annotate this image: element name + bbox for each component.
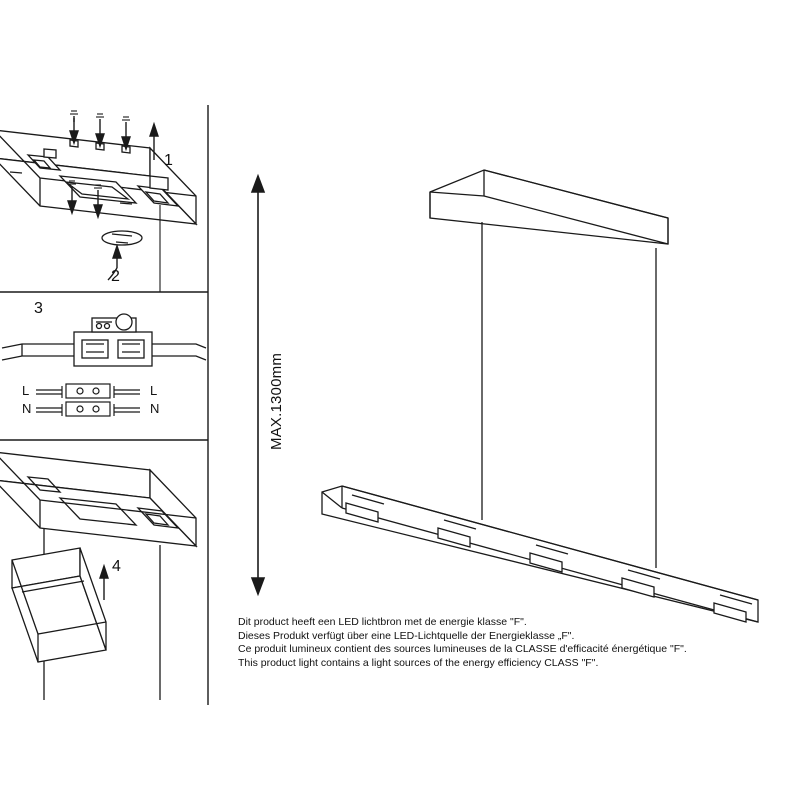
assembly-arrow-4 — [100, 566, 108, 600]
step-number-3: 3 — [34, 300, 43, 317]
terminal-diagram-N — [36, 402, 140, 416]
max-height-label: MAX.1300mm — [268, 352, 285, 450]
terminal-label-right-L: L — [150, 383, 158, 398]
note-line-en: This product light contains a light sources of the energy efficiency CLASS "F". — [238, 656, 599, 669]
pendant-overview-illustration — [322, 170, 758, 622]
fixture-attachment-illustration — [0, 452, 196, 700]
terminal-diagram-L — [36, 384, 140, 398]
note-line-de: Dieses Produkt verfügt über eine LED-Lichtquelle der Energieklasse „F". — [238, 629, 575, 642]
note-line-fr: Ce produit lumineux contient des sources lumineuses de la CLASSE d'efficacité énergétique "F". — [238, 643, 687, 655]
terminal-label-left-L: L — [22, 383, 30, 398]
note-line-nl: Dit product heeft een LED lichtbron met de energie klasse "F". — [238, 616, 527, 628]
energy-class-notes — [238, 616, 718, 670]
max-height-dimension — [252, 176, 264, 594]
wiring-connector-illustration — [2, 314, 206, 366]
terminal-label-right-N: N — [150, 401, 160, 416]
terminal-label-left-N: N — [22, 401, 32, 416]
step-number-1: 1 — [164, 152, 173, 169]
step-number-4: 4 — [112, 558, 121, 575]
step-number-2: 2 — [111, 268, 120, 285]
